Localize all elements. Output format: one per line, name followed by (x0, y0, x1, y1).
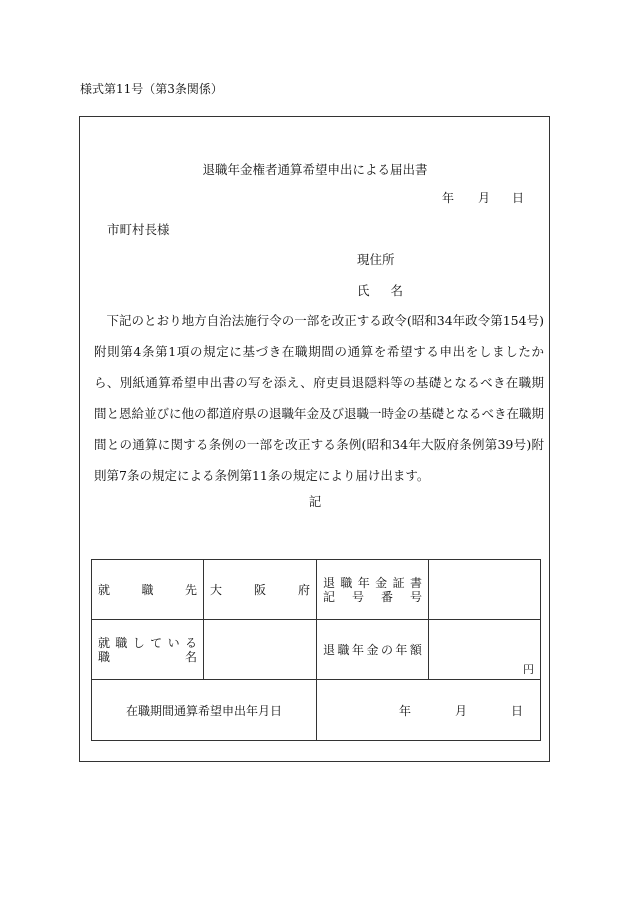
pension-cert-label-line2: 記 号 番 号 (323, 589, 422, 604)
body-text: 下記のとおり地方自治法施行令の一部を改正する政令(昭和34年政令第154号)附則第4条第1項の規定に基づき在職期間の通算を希望する申出をしましたから、別紙通算希望申出書の写を添え、府吏員退隠料等の基礎となるべき在職期間と恩給並びに他の都道府県の退職年金及び退職一時金の基礎となるべき在職期間との通算に関する条例の一部を改正する条例(昭和34年大阪府条例第39号)附則第7条の規定による条例第11条の規定により届け出ます。 (94, 313, 545, 483)
document-title: 退職年金権者通算希望申出による届出書 (202, 162, 428, 177)
table-row (92, 560, 541, 620)
addressee: 市町村長様 (107, 222, 170, 237)
pension-cert-label-line1: 退 職 年 金 証 書 (323, 575, 422, 590)
request-date-day: 日 (511, 704, 524, 718)
employer-label: 就 職 先 (98, 583, 197, 597)
position-value-cell[interactable] (204, 620, 317, 680)
position-label-line2: 職 名 (98, 649, 197, 664)
position-label-line1: 就 職 し て い る (98, 635, 197, 650)
name-label-char-2: 名 (390, 283, 403, 298)
yen-unit: 円 (523, 663, 534, 676)
table-row (92, 680, 541, 741)
name-label (357, 281, 403, 299)
employer-value-cell (204, 560, 317, 620)
info-table (91, 559, 541, 741)
name-label-char-1: 氏 (357, 283, 370, 298)
pension-cert-label-cell (317, 560, 429, 620)
request-date-label: 在職期間通算希望申出年月日 (125, 703, 282, 718)
pension-amount-label: 退 職 年 金 の 年 額 (323, 643, 422, 657)
date-month: 月 (478, 191, 491, 205)
position-label-cell (92, 620, 204, 680)
date-day: 日 (512, 191, 525, 205)
request-date-year: 年 (399, 704, 412, 718)
ki-heading: 記 (308, 494, 322, 509)
pension-amount-label-cell (317, 620, 429, 680)
table-row (92, 620, 541, 680)
request-date-month: 月 (455, 704, 468, 718)
request-date-label-cell (92, 680, 317, 741)
address-label: 現住所 (357, 252, 395, 267)
request-date-value-cell[interactable] (317, 680, 541, 741)
employer-label-cell (92, 560, 204, 620)
pension-cert-value-cell[interactable] (429, 560, 541, 620)
form-number: 様式第11号（第3条関係） (80, 82, 223, 96)
pension-amount-value-cell[interactable] (429, 620, 541, 680)
date-year: 年 (442, 191, 455, 205)
employer-value: 大 阪 府 (210, 583, 310, 597)
